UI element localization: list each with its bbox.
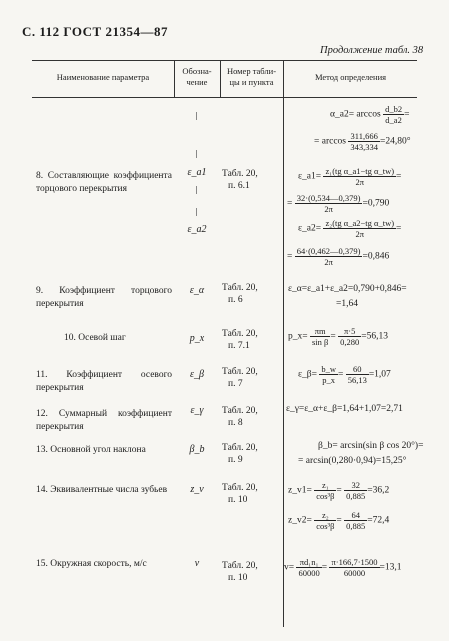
formula-line: p_x= $\frac{\pi m}{\text{sin β}}$ = $\frac{\pi\cdot 5}{0,280}$ =56,13 [288, 326, 388, 347]
designation-symbol: p_x [189, 333, 205, 344]
formula-line: ε_γ=ε_α+ε_β=1,64+1,07=2,71 [286, 404, 403, 414]
formula-line: ε_β= $\frac{b\_w}{p\_x}$ = $\frac{60}{56,13}$ =1,07 [298, 364, 391, 385]
designation-tick [196, 186, 197, 194]
designation-symbol: v [194, 558, 200, 569]
table-reference: Табл. 20, п. 9 [222, 443, 258, 465]
table-reference: Табл. 20, п. 10 [222, 561, 258, 583]
formula-line: α_a2= arccos $\frac{d\_b2}{d\_a2}$ = [330, 104, 410, 125]
column-header-name: Наименование параметра [56, 72, 150, 82]
parameter-name: 13. Основной угол наклона [36, 445, 146, 455]
formula-line: = arccos $\frac{311,666}{343,334}$ =24,80° [314, 131, 411, 152]
parameter-name: 12. Суммарный коэффициент перекрытия [36, 409, 172, 432]
parameter-name: 15. Окружная скорость, м/с [36, 559, 147, 569]
formula-line: z_v1= $\frac{\text{z₁}}{\text{cos³β}}$ = $\frac{32}{0,885}$ =36,2 [288, 480, 390, 501]
parameter-name: 8. Составляющие коэффициента торцового перекрытия [36, 171, 172, 194]
designation-symbol: ε_a2 [187, 224, 207, 235]
formula-line: z_v2= $\frac{\text{z₂}}{\text{cos³β}}$ = $\frac{64}{0,885}$ =72,4 [288, 510, 390, 531]
table-continuation-label: Продолжение табл. 38 [320, 45, 424, 56]
table-reference: Табл. 20, п. 6.1 [222, 169, 258, 191]
parameter-name: 14. Эквивалентные числа зубьев [36, 485, 168, 495]
table-reference: Табл. 20, п. 6 [222, 283, 258, 305]
formula-line: =1,64 [336, 299, 358, 309]
parameter-name: 11. Коэффициент осевого перекрытия [36, 370, 172, 393]
column-header-designation: Обозна- чение [182, 66, 212, 87]
designation-tick [196, 208, 197, 216]
designation-symbol: ε_a1 [187, 167, 207, 178]
designation-symbol: β_b [189, 444, 205, 455]
designation-symbol: ε_γ [190, 405, 204, 416]
table-top-border [32, 60, 417, 61]
formula-line: = $\frac{64\cdot(0,462—0,379)}{2\pi}$ =0,846 [287, 246, 390, 267]
table-reference: Табл. 20, п. 7 [222, 367, 258, 389]
parameter-name: 10. Осевой шаг [64, 333, 126, 343]
formula-line: ε_a1= $\frac{\text{z₁(tg α\_a1−tg α\_tw)}}{2\pi}$ = [298, 166, 402, 187]
column-header-table-ref: Номер табли- цы и пункта [226, 66, 277, 87]
column-header-method: Метод определения [314, 72, 387, 82]
formula-line: = $\frac{32\cdot(0,534—0,379)}{2\pi}$ =0,790 [287, 193, 390, 214]
designation-tick [196, 112, 197, 120]
designation-symbol: z_v [190, 484, 204, 495]
designation-symbol: ε_β [190, 369, 204, 380]
table-reference: Табл. 20, п. 7.1 [222, 329, 258, 351]
formula-line: = arcsin(0,280·0,94)=15,25° [298, 456, 407, 466]
parameter-name: 9. Коэффициент торцового перекрытия [36, 286, 172, 309]
column-divider-3-body [283, 97, 284, 627]
formula-line: ε_α=ε_a1+ε_a2=0,790+0,846= [288, 284, 407, 294]
formula-line: ε_a2= $\frac{\text{z₂(tg α\_a2−tg α\_tw)}}{2\pi}$ = [298, 218, 402, 239]
table-reference: Табл. 20, п. 8 [222, 406, 258, 428]
designation-tick [196, 150, 197, 158]
formula-line: β_b= arcsin(sin β cos 20°)= [318, 441, 424, 451]
table-header-bottom-border [32, 97, 417, 98]
table-reference: Табл. 20, п. 10 [222, 483, 258, 505]
formula-line: v= $\frac{\text{πd₁n₁}}{60000}$ = $\frac{\pi\cdot 166,7\cdot 1500}{60000}$ =13,1 [284, 557, 402, 578]
designation-symbol: ε_α [189, 285, 205, 296]
page-header-reference: С. 112 ГОСТ 21354—87 [22, 24, 168, 39]
